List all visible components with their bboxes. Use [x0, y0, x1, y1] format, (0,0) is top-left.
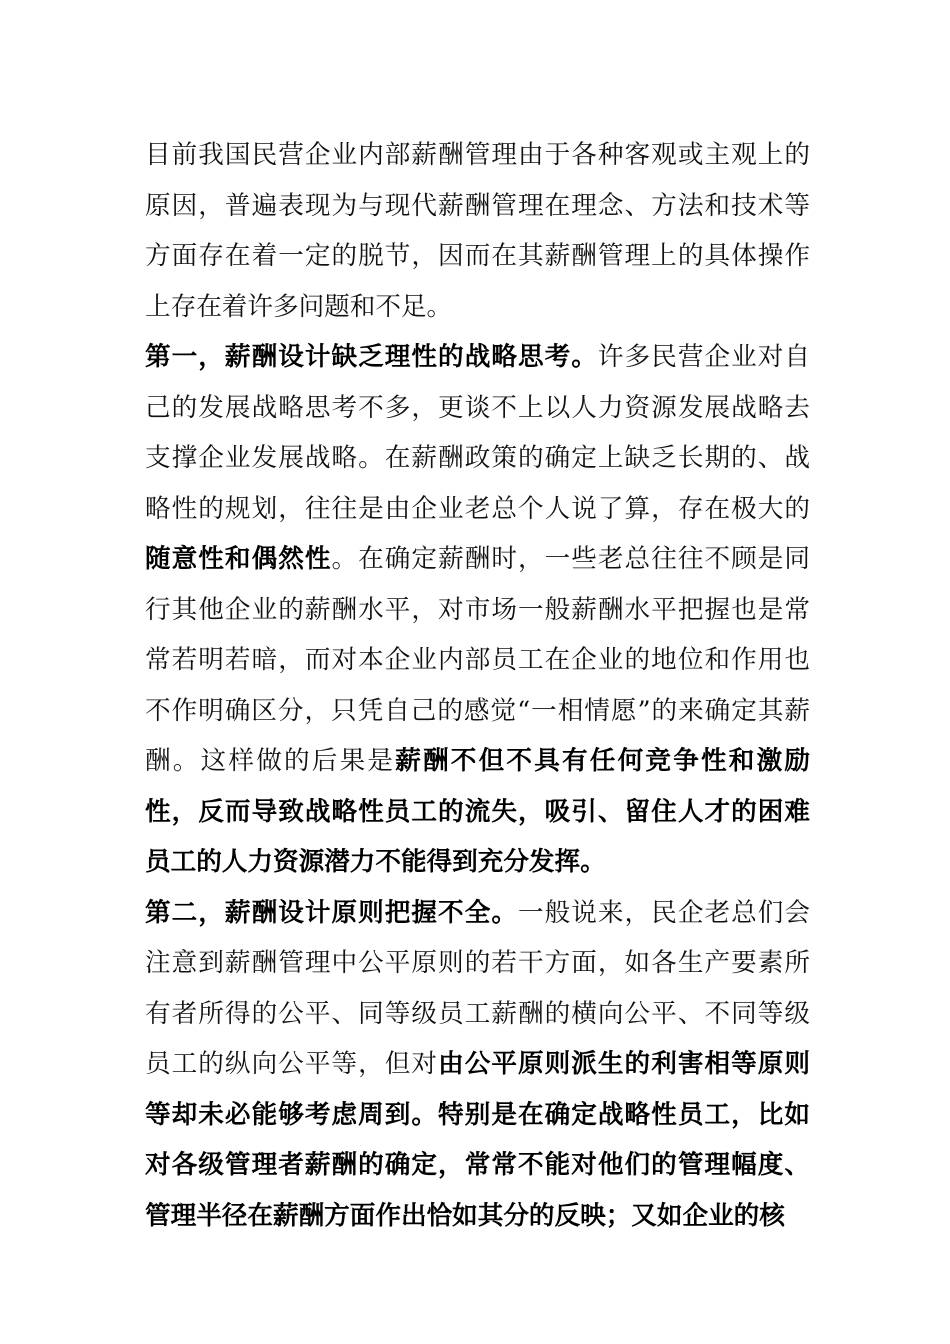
document-body: [145, 130, 810, 1241]
paragraph-intro: [145, 130, 810, 332]
text-run: 一般说来，民企老总们会注意到薪酬管理中公平原则的若干方面，如各生产要素所有者所得的公平、同等级员工薪酬的横向公平、不同等级员工的纵向公平等，但对: [145, 897, 810, 1079]
text-run: 。在确定薪酬时，一些老总往往不顾是同行其他企业的薪酬水平，对市场一般薪酬水平把握也是常常若明若暗，而对本企业内部员工在企业的地位和作用也不作明确区分，只凭自己的感觉“一相情愿”的来确定其薪酬。这样做的后果是: [145, 544, 810, 776]
heading-run: 第二，薪酬设计原则把握不全。: [145, 897, 518, 928]
text-run: 许多民营企业对自己的发展战略思考不多，更谈不上以人力资源发展战略去支撑企业发展战略。在薪酬政策的确定上缺乏长期的、战略性的规划，往往是由企业老总个人说了算，存在极大的: [145, 342, 810, 524]
emphasis-run: 随意性和偶然性: [145, 544, 332, 574]
text-run: 目前我国民营企业内部薪酬管理由于各种客观或主观上的原因，普遍表现为与现代薪酬管理在理念、方法和技术等方面存在着一定的脱节，因而在其薪酬管理上的具体操作上存在着许多问题和不足。: [145, 140, 810, 322]
heading-run: 第一，薪酬设计缺乏理性的战略思考。: [145, 342, 598, 372]
paragraph-point-one: [145, 332, 810, 888]
emphasis-run: 薪酬不但不具有任何竞争性和激励性，反而导致战略性员工的流失，吸引、留住人才的困难员工的人力资源潜力不能得到充分发挥。: [145, 746, 810, 877]
emphasis-run: 由公平原则派生的利害相等原则等却未必能够考虑周到。特别是在确定战略性员工，比如对各级管理者薪酬的确定，常常不能对他们的管理幅度、管理半径在薪酬方面作出恰如其分的反映；又如企业的核: [145, 1049, 810, 1231]
paragraph-point-two: [145, 888, 810, 1242]
